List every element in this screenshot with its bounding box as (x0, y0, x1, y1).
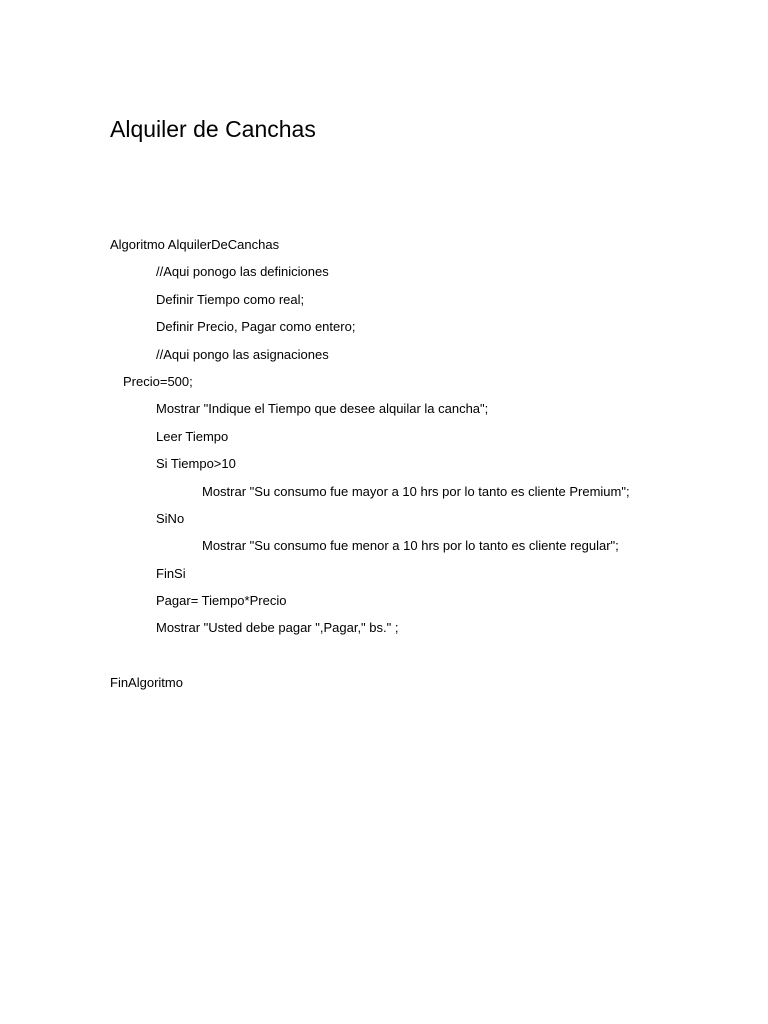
code-line: Mostrar "Indique el Tiempo que desee alquilar la cancha"; (156, 401, 489, 417)
pseudocode-block (110, 236, 730, 702)
code-line: Mostrar "Usted debe pagar ",Pagar," bs." ; (156, 620, 399, 636)
code-line: Precio=500; (123, 373, 193, 389)
code-line: Si Tiempo>10 (156, 456, 236, 472)
code-line: Pagar= Tiempo*Precio (156, 593, 287, 609)
code-line: Mostrar "Su consumo fue mayor a 10 hrs por lo tanto es cliente Premium"; (202, 483, 630, 499)
document-title: Alquiler de Canchas (110, 116, 316, 142)
code-line: Definir Precio, Pagar como entero; (156, 319, 356, 335)
code-line: //Aqui ponogo las definiciones (156, 264, 329, 280)
code-line: FinSi (156, 565, 186, 581)
code-line: Leer Tiempo (156, 428, 229, 444)
code-line: FinAlgoritmo (110, 675, 183, 691)
code-line: //Aqui pongo las asignaciones (156, 346, 329, 362)
blank-line (110, 647, 730, 674)
code-line: Definir Tiempo como real; (156, 291, 305, 307)
code-line: Mostrar "Su consumo fue menor a 10 hrs por lo tanto es cliente regular"; (202, 538, 619, 554)
code-line: SiNo (156, 510, 185, 526)
code-line: Algoritmo AlquilerDeCanchas (110, 237, 280, 252)
